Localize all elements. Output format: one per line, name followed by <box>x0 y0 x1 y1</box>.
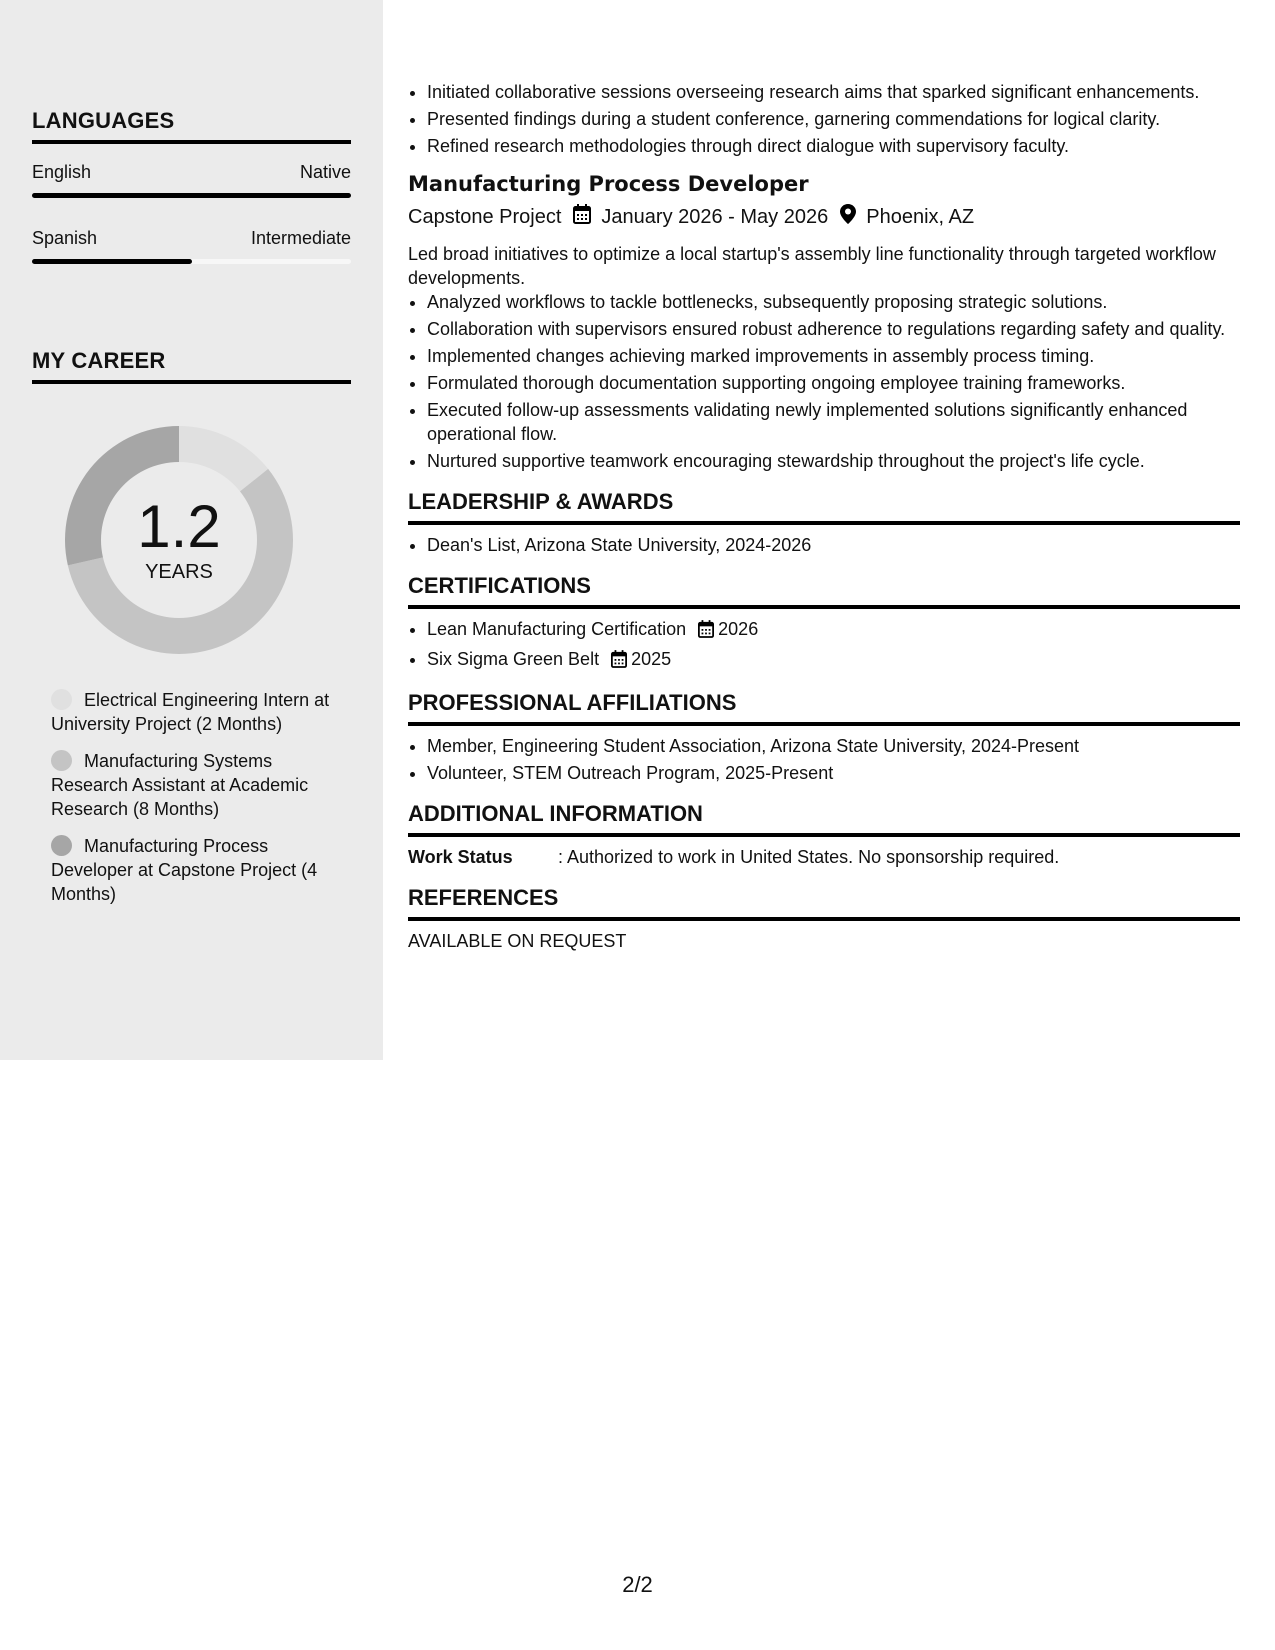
career-legend <box>51 688 341 919</box>
bullet-item: • Collaboration with supervisors ensured robust adherence to regulations regarding safety and quality. <box>427 317 1240 341</box>
previous-job-bullets <box>408 80 1240 158</box>
language-proficiency-fill <box>32 193 351 198</box>
awards-title: LEADERSHIP & AWARDS <box>408 489 1240 525</box>
language-name: Spanish <box>32 228 98 248</box>
certifications-title: CERTIFICATIONS <box>408 573 1240 609</box>
calendar-icon <box>698 622 714 642</box>
career-legend-item <box>51 834 341 906</box>
bullet-item: • Formulated thorough documentation supporting ongoing employee training frameworks. <box>427 371 1240 395</box>
career-legend-item <box>51 688 341 736</box>
bullet-item: • Initiated collaborative sessions overseeing research aims that sparked significant enhancements. <box>427 80 1240 104</box>
affiliation-item: • Volunteer, STEM Outreach Program, 2025-Present <box>427 761 1240 785</box>
job-company: Capstone Project <box>408 205 562 228</box>
language-proficiency-fill <box>32 259 192 264</box>
calendar-icon <box>611 652 627 672</box>
page-number: 2/2 <box>622 1572 653 1597</box>
languages-section <box>32 108 351 264</box>
career-total-number: 1.2 <box>137 492 221 560</box>
language-level: Native <box>299 162 351 182</box>
job-title: Manufacturing Process Developer <box>408 172 809 196</box>
legend-dot-icon <box>51 750 72 771</box>
awards-list <box>408 533 1240 557</box>
work-status-row <box>408 845 1240 869</box>
location-pin-icon <box>840 204 856 230</box>
language-row <box>32 162 351 183</box>
career-total <box>64 425 294 655</box>
certifications-list <box>408 617 1240 674</box>
certification-name: Lean Manufacturing Certification <box>427 619 687 639</box>
bullet-item: • Implemented changes achieving marked improvements in assembly process timing. <box>427 344 1240 368</box>
language-row <box>32 228 351 249</box>
bullet-item: • Executed follow-up assessments validating newly implemented solutions significantly enhanced operational flow. <box>427 398 1240 446</box>
language-name: English <box>32 162 92 182</box>
certification-item <box>427 647 1240 674</box>
job-meta <box>408 204 1240 230</box>
languages-title: LANGUAGES <box>32 108 351 144</box>
references-title: REFERENCES <box>408 885 1240 921</box>
career-legend-text: Manufacturing Systems Research Assistant at Academic Research (8 Months) <box>51 751 309 819</box>
career-legend-item <box>51 749 341 821</box>
bullet-item: • Presented findings during a student conference, garnering commendations for logical clarity. <box>427 107 1240 131</box>
career-total-unit: YEARS <box>145 560 213 583</box>
job-bullets <box>408 290 1240 473</box>
work-status-label: Work Status <box>408 847 513 867</box>
language-proficiency-bar <box>32 259 351 264</box>
references-text: AVAILABLE ON REQUEST <box>408 931 627 951</box>
bullet-item: • Analyzed workflows to tackle bottlenecks, subsequently proposing strategic solutions. <box>427 290 1240 314</box>
language-proficiency-bar <box>32 193 351 198</box>
calendar-icon <box>573 204 591 230</box>
job-description: Led broad initiatives to optimize a local startup's assembly line functionality through targeted workflow developments. <box>408 244 1216 288</box>
sidebar <box>0 0 383 1060</box>
bullet-item: • Refined research methodologies through direct dialogue with supervisory faculty. <box>427 134 1240 158</box>
affiliations-title: PROFESSIONAL AFFILIATIONS <box>408 690 1240 726</box>
additional-info-title: ADDITIONAL INFORMATION <box>408 801 1240 837</box>
certification-item <box>427 617 1240 644</box>
certification-year: 2026 <box>718 619 759 639</box>
work-status-value: : Authorized to work in United States. No sponsorship required. <box>558 847 1060 867</box>
career-title: MY CAREER <box>32 348 351 384</box>
award-item: • Dean's List, Arizona State University, 2024-2026 <box>427 533 1240 557</box>
career-legend-text: Manufacturing Process Developer at Capstone Project (4 Months) <box>51 836 318 904</box>
career-section <box>32 348 351 384</box>
career-legend-text: Electrical Engineering Intern at University Project (2 Months) <box>51 690 330 734</box>
affiliations-list <box>408 734 1240 785</box>
certification-name: Six Sigma Green Belt <box>427 649 600 669</box>
certification-year: 2025 <box>631 649 672 669</box>
language-level: Intermediate <box>250 228 351 248</box>
main-content <box>408 80 1240 953</box>
career-donut-chart <box>64 425 294 655</box>
job-dates: January 2026 - May 2026 <box>601 205 829 228</box>
bullet-item: • Nurtured supportive teamwork encouraging stewardship throughout the project's life cycle. <box>427 449 1240 473</box>
job-location: Phoenix, AZ <box>866 205 975 228</box>
affiliation-item: • Member, Engineering Student Association, Arizona State University, 2024-Present <box>427 734 1240 758</box>
legend-dot-icon <box>51 835 72 856</box>
legend-dot-icon <box>51 689 72 710</box>
